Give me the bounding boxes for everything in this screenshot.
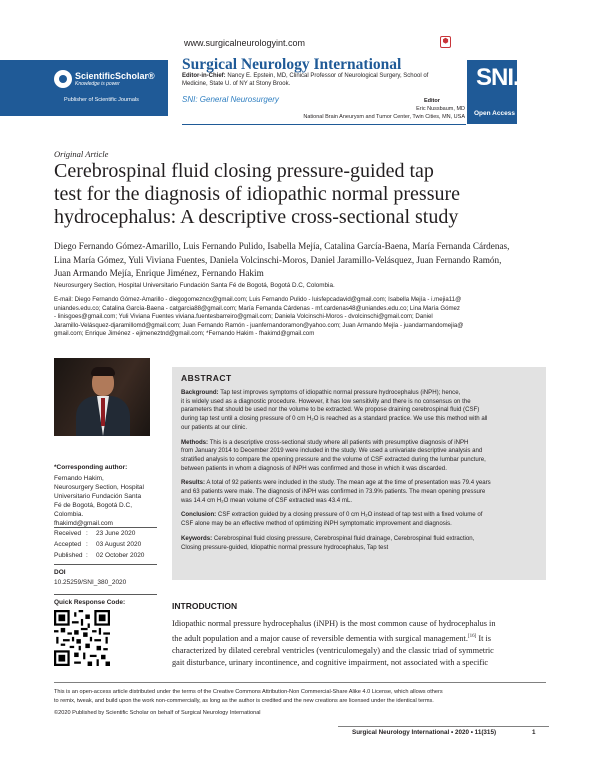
methods-text: between patients in whom a diagnosis of iNPH was confirmed and those in which it was discarded. bbox=[181, 464, 447, 472]
sidebar-divider bbox=[54, 594, 157, 595]
results-text: and 63 patients were male. The diagnosis of iNPH was confirmed in 73.9% patients. The mean opening pressure bbox=[181, 488, 486, 496]
editor-in-chief bbox=[182, 73, 450, 88]
affiliation: Neurosurgery Section, Hospital Universitario Fundación Santa Fé de Bogotá, Bogotá D.C, Colombia. bbox=[54, 282, 335, 289]
date-row: Published : 02 October 2020 bbox=[54, 552, 145, 559]
background-text: during tap test until a closing pressure of 0 cm H₂O is reached as a standard practice. We use this method with all bbox=[181, 415, 488, 423]
corr-line: Fé de Bogotá, Bogotá D.C, bbox=[54, 502, 133, 509]
author-list bbox=[54, 240, 554, 281]
conclusion-text: CSF alone may be an effective method of optimizing iNPH symptomatic improvement and diagnosis. bbox=[181, 520, 452, 528]
results-text: was 14.4 cm H₂O mean volume of CSF extracted was 43.4 mL. bbox=[181, 496, 353, 504]
date-row: Received : 23 June 2020 bbox=[54, 530, 136, 537]
corresponding-email[interactable]: fhakimd@gmail.com bbox=[54, 520, 113, 527]
conclusion-label: Conclusion: bbox=[181, 511, 217, 519]
page-number: 1 bbox=[532, 729, 536, 736]
article-type: Original Article bbox=[54, 149, 109, 159]
introduction-text bbox=[172, 618, 548, 670]
editor-label: Editor bbox=[424, 98, 440, 104]
introduction-heading: INTRODUCTION bbox=[172, 601, 238, 611]
keywords-text: Cerebrospinal fluid closing pressure, Cerebrospinal fluid drainage, Cerebrospinal fluid extraction, bbox=[213, 534, 475, 542]
editor-name: Eric Nussbaum, MD bbox=[416, 106, 465, 112]
abstract-keywords bbox=[181, 535, 537, 552]
date-label: Received bbox=[54, 530, 82, 537]
keywords-label: Keywords: bbox=[181, 534, 213, 542]
article-title bbox=[54, 160, 554, 229]
intro-line: the adult population and a major cause of reversible dementia with surgical management. bbox=[172, 633, 468, 643]
sidebar-divider bbox=[54, 564, 157, 565]
publisher-banner bbox=[0, 60, 168, 116]
date-label: Published bbox=[54, 552, 83, 559]
results-label: Results: bbox=[181, 479, 206, 487]
abstract-background bbox=[181, 389, 537, 433]
title-line: test for the diagnosis of idiopathic normal pressure bbox=[54, 183, 461, 205]
corresponding-author-details bbox=[54, 474, 154, 519]
footer-rule bbox=[338, 726, 549, 727]
license-note bbox=[54, 688, 549, 706]
header-divider bbox=[182, 124, 466, 125]
background-text: Tap test improves symptoms of idiopathic normal pressure hydrocephalus (iNPH); hence, bbox=[220, 389, 461, 396]
publisher-logo bbox=[54, 70, 155, 88]
license-line: to remix, tweak, and build upon the work non-commercially, as long as the author is credited and the new creations are licensed under the identical terms. bbox=[54, 698, 434, 704]
date-value: 02 October 2020 bbox=[96, 552, 145, 559]
methods-text: stratified analysis to compare the opening pressure and the volume of CSF extracted during the lumbar puncture, bbox=[181, 455, 486, 463]
email-line: uniandes.edu.co; Catalina García-Baena - catgarcia88@gmail.com; María Fernanda Cárdenas - mf.cardenas48@uniandes.edu.co; Lina María Gómez bbox=[54, 304, 460, 312]
abstract-box bbox=[172, 367, 546, 580]
methods-text: from January 2014 to December 2019 were included in the study. We used a univariate descriptive analysis and bbox=[181, 447, 483, 455]
abstract-heading: ABSTRACT bbox=[181, 373, 232, 383]
date-label: Accepted bbox=[54, 541, 82, 548]
photo-tie bbox=[101, 398, 105, 426]
abstract-results bbox=[181, 479, 537, 505]
author-line: Diego Fernando Gómez-Amarillo, Luis Fernando Pulido, Isabella Mejía, Catalina García-Baena, María Fernanda Cárdenas, bbox=[54, 241, 510, 251]
intro-line: Idiopathic normal pressure hydrocephalus (iNPH) is the most common cause of hydrocephalus in bbox=[172, 619, 496, 628]
author-emails bbox=[54, 296, 549, 339]
title-line: hydrocephalus: A descriptive cross-sectional study bbox=[54, 206, 459, 228]
reference-link[interactable]: [16] bbox=[467, 633, 477, 639]
email-line: - linisgoes@gmail.com; Yuli Viviana Fuentes viviana.fuentesbarreiro@gmail.com; Daniela Volcinschi-Moros - dvolcinschi@gmail.com; Daniel bbox=[54, 313, 433, 321]
publisher-tagline: Knowledge is power bbox=[75, 80, 120, 87]
methods-text: This is a descriptive cross-sectional study where all patients with presumptive diagnosis of iNPH bbox=[209, 438, 469, 446]
intro-line: characterized by dilated cerebral ventricles (ventriculomegaly) and the classic triad of symmetric bbox=[172, 645, 494, 655]
author-photo bbox=[54, 358, 150, 436]
license-line: This is an open-access article distributed under the terms of the Creative Commons Attribution-Non Commercial-Share Alike 4.0 License, which allows others bbox=[54, 689, 443, 695]
qr-code[interactable] bbox=[54, 610, 110, 666]
journal-citation: Surgical Neurology International • 2020 • 11(315) bbox=[352, 729, 497, 736]
footer-divider bbox=[54, 682, 546, 683]
doi-value[interactable]: 10.25259/SNI_380_2020 bbox=[54, 579, 127, 586]
results-text: A total of 92 patients were included in the study. The mean age at the time of presentation was 79.4 years bbox=[206, 479, 491, 487]
corr-line: Colombia. bbox=[54, 511, 84, 518]
background-text: our patients at our clinic. bbox=[181, 423, 248, 431]
methods-label: Methods: bbox=[181, 438, 209, 446]
journal-section: SNI: General Neurosurgery bbox=[182, 95, 279, 104]
corr-line: Fernando Hakim, bbox=[54, 475, 104, 482]
abstract-methods bbox=[181, 439, 537, 474]
journal-url[interactable]: www.surgicalneurologyint.com bbox=[184, 38, 306, 48]
editor-affiliation: National Brain Aneurysm and Tumor Center, Twin Cities, MN, USA bbox=[303, 114, 465, 120]
article-dates bbox=[54, 528, 144, 561]
doi-label: DOI bbox=[54, 569, 66, 576]
corr-line: Universitario Fundación Santa bbox=[54, 493, 142, 500]
date-row: Accepted : 03 August 2020 bbox=[54, 541, 142, 548]
intro-line: gait disturbance, urinary incontinence, and cognitive impairment, not associated with a specific bbox=[172, 658, 489, 668]
abstract-conclusion bbox=[181, 511, 537, 528]
background-text: parameters that should be used nor the volume to be extracted. We propose draining cerebrospinal fluid (CSF) bbox=[181, 406, 480, 414]
keywords-text: Closing pressure-guided, Idiopathic normal pressure hydrocephalus, Tap test bbox=[181, 543, 389, 551]
pdf-icon[interactable]: ⬢ bbox=[440, 36, 451, 48]
email-line: gmail.com; Enrique Jiménez - ejimeneztnd@gmail.com; *Fernando Hakim - fhakimd@gmail.com bbox=[54, 330, 315, 338]
date-value: 03 August 2020 bbox=[96, 541, 142, 548]
email-line: E-mail: Diego Fernando Gómez-Amarillo - diegogomezncx@gmail.com; Luis Fernando Pulido - luisfepcadavid@gmail.com; Isabella Mejía - i.mejia11@ bbox=[54, 296, 462, 303]
sni-logo: SNI. bbox=[476, 64, 519, 91]
conclusion-text: CSF extraction guided by a closing pressure of 0 cm H₂O instead of tap test with a fixed volume of bbox=[217, 511, 483, 519]
date-value: 23 June 2020 bbox=[96, 530, 136, 537]
publisher-subtitle: Publisher of Scientific Journals bbox=[64, 97, 139, 103]
author-line: Lina María Gómez, Yuli Viviana Fuentes, Daniela Volcinschi-Moros, Daniel Jaramillo-Velásquez, Juan Fernando Ramón, bbox=[54, 254, 502, 265]
background-label: Background: bbox=[181, 389, 219, 396]
scientific-scholar-logo-icon bbox=[54, 70, 72, 88]
journal-title: Surgical Neurology International bbox=[182, 56, 402, 73]
intro-line-tail: It is bbox=[478, 633, 492, 643]
background-text: it is widely used as a diagnostic procedure. However, it has low sensitivity and there is no consensus on the bbox=[181, 397, 471, 405]
publisher-name: ScientificScholar® bbox=[75, 70, 155, 81]
author-line: Juan Armando Mejía, Enrique Jiménez, Fernando Hakim bbox=[54, 268, 264, 278]
email-line: Jaramillo-Velásquez-djaramillomd@gmail.com; Juan Fernando Ramón - juanfernandoramon@yahoo.com; Juan Armando Mejía - juandarmandomejia@ bbox=[54, 321, 464, 329]
eic-text: Nancy E. Epstein, MD, Clinical Professor of Neurological Surgery, School of Medicine, State U. of NY at Stony Brook. bbox=[182, 73, 429, 87]
eic-label: Editor-in-Chief: bbox=[182, 73, 226, 79]
open-access-label: Open Access bbox=[474, 110, 515, 117]
corr-line: Neurosurgery Section, Hospital bbox=[54, 484, 144, 491]
corresponding-author-label: *Corresponding author: bbox=[54, 464, 128, 471]
photo-hair bbox=[91, 367, 115, 376]
publisher-note: ©2020 Published by Scientific Scholar on behalf of Surgical Neurology International bbox=[54, 710, 261, 716]
qr-label: Quick Response Code: bbox=[54, 599, 126, 606]
title-line: Cerebrospinal fluid closing pressure-guided tap bbox=[54, 160, 434, 182]
